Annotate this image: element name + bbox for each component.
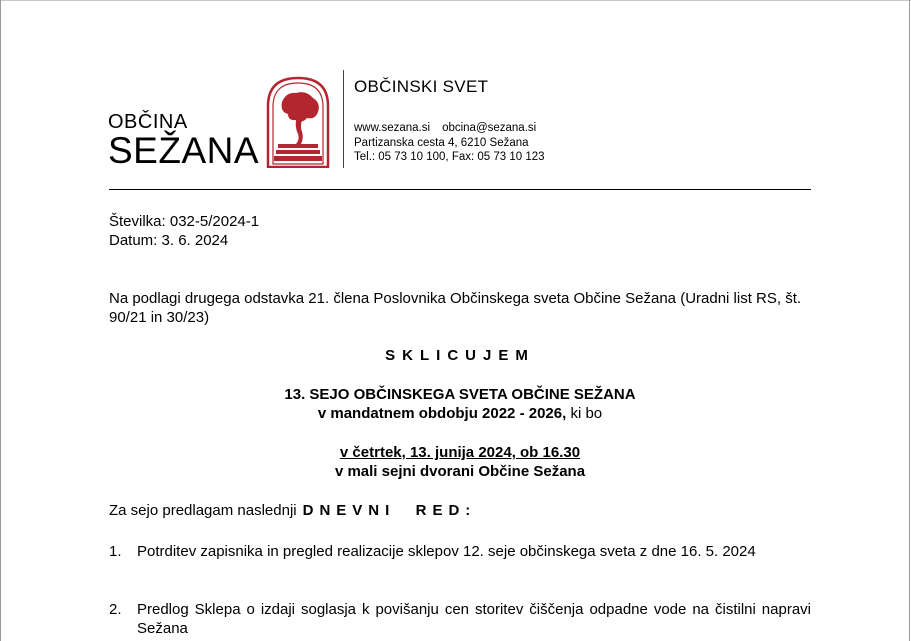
session-location: v mali sejni dvorani Občine Sežana (334, 463, 586, 480)
coat-of-arms-icon (266, 76, 330, 168)
website-link[interactable]: www.sezana.si (354, 122, 431, 134)
session-datetime-text: v četrtek, 13. junija 2024, ob 16.30 (339, 444, 581, 461)
session-title: 13. SEJO OBČINSKEGA SVETA OBČINE SEŽANA (284, 386, 636, 403)
page-frame-right (909, 0, 910, 641)
legal-basis-paragraph: Na podlagi drugega odstavka 21. člena Poslovnika Občinskega sveta Občine Sežana (Uradni list RS, št. 90/21 in 30/23) (109, 290, 802, 326)
document-meta (109, 212, 259, 250)
document-date: Datum: 3. 6. 2024 (109, 232, 229, 249)
term-line (109, 404, 811, 423)
agenda-intro (109, 501, 476, 520)
agenda-item-number: 2. (109, 601, 122, 618)
municipality-logo-text (108, 112, 259, 170)
session-datetime (109, 443, 811, 462)
term-rest: ki bo (566, 405, 603, 422)
logo-line-2: SEŽANA (108, 130, 260, 171)
header-divider (343, 70, 344, 168)
document-number: Številka: 032-5/2024-1 (109, 213, 260, 230)
page-frame-top (0, 0, 911, 1)
phone-fax: Tel.: 05 73 10 100, Fax: 05 73 10 123 (354, 151, 545, 163)
agenda-item-text: Potrditev zapisnika in pregled realizacije sklepov 12. seje občinskega sveta z dne 16. 5. 2024 (137, 543, 756, 560)
term-bold: v mandatnem obdobju 2022 - 2026, (317, 405, 567, 422)
header-rule (109, 189, 811, 190)
address: Partizanska cesta 4, 6210 Sežana (354, 136, 529, 149)
logo-line-1: OBČINA (108, 111, 188, 133)
page-frame-left (0, 0, 1, 641)
convocation-heading: SKLICUJEM (385, 347, 535, 364)
council-name: OBČINSKI SVET (354, 77, 489, 96)
agenda-item-text: Predlog Sklepa o izdaji soglasja k povišanju cen storitev čiščenja odpadne vode na čistilni napravi Sežana (137, 601, 811, 637)
email-link[interactable]: obcina@sezana.si (442, 122, 537, 134)
contact-block (354, 121, 545, 165)
agenda-item-number: 1. (109, 543, 122, 560)
agenda-label: DNEVNI RED: (302, 502, 477, 519)
agenda-intro-text: Za sejo predlagam naslednji (109, 502, 297, 519)
